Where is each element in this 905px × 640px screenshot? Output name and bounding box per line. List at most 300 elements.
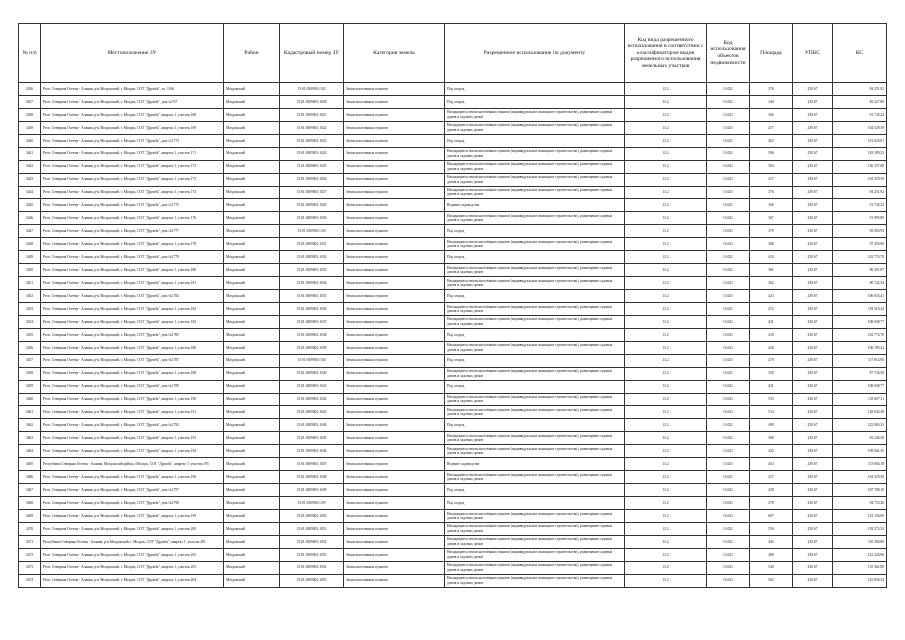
permitted-use-cell: Находящиеся земли населённых пунктов (индивидуальное жилищное строительство), размещение садовых домов и садовых домов (445, 561, 625, 574)
area-cell: 388 (750, 238, 793, 251)
row-number-cell: 3462 (19, 419, 41, 432)
area-cell: 417 (750, 121, 793, 134)
permitted-use-cell: Под огород (445, 225, 625, 238)
use-type-code-cell: 13.2 (625, 225, 707, 238)
land-category-cell: Земли населенных пунктов (344, 561, 445, 574)
cadastral-number-cell: 15:01:0309001:1053 (280, 548, 344, 561)
district-cell: Моздокский (224, 108, 280, 121)
property-use-code-cell: 13:021 (707, 419, 750, 432)
district-cell: Моздокский (224, 341, 280, 354)
area-cell: 362 (750, 277, 793, 290)
district-cell: Моздокский (224, 160, 280, 173)
use-type-code-cell: 13.2 (625, 328, 707, 341)
plot-location-cell: Респ. Северная Осетия - Алания, р-н Моздокский, г. Моздок, СОТ "Дружба", квартал 1, участок 169 (41, 121, 224, 134)
land-category-cell: Земли населенных пунктов (344, 548, 445, 561)
district-cell: Моздокский (224, 95, 280, 108)
land-category-cell: Земли населенных пунктов (344, 147, 445, 160)
row-number-cell: 3448 (19, 238, 41, 251)
table-row (19, 380, 887, 393)
property-use-code-cell: 13:021 (707, 380, 750, 393)
area-cell: 504 (750, 160, 793, 173)
table-row (19, 83, 887, 96)
plot-location-cell: Респ. Северная Осетия - Алания, р-н Моздокский, г. Моздок, СОТ "Дружба", квартал 1, участок 174 (41, 186, 224, 199)
property-use-code-cell: 13:021 (707, 548, 750, 561)
land-category-cell: Земли населенных пунктов (344, 83, 445, 96)
row-number-cell: 3450 (19, 264, 41, 277)
upks-value-cell: 250.67 (793, 535, 833, 548)
use-type-code-cell: 13.2 (625, 277, 707, 290)
cadastral-value-cell: 118 316.24 (833, 302, 887, 315)
district-cell: Моздокский (224, 432, 280, 445)
land-category-cell: Земли населенных пунктов (344, 95, 445, 108)
area-cell: 376 (750, 83, 793, 96)
property-use-code-cell: 13:021 (707, 445, 750, 458)
permitted-use-cell: Под огород (445, 83, 625, 96)
district-cell: Моздокский (224, 238, 280, 251)
land-category-cell: Земли населенных пунктов (344, 264, 445, 277)
plot-location-cell: Респ. Северная Осетия - Алания, р-н Моздокский, г. Моздок, СОТ "Дружба", квартал 1, участок 168 (41, 108, 224, 121)
land-category-cell: Земли населенных пунктов (344, 238, 445, 251)
area-cell: 366 (750, 108, 793, 121)
district-cell: Моздокский (224, 548, 280, 561)
use-type-code-cell: 13.2 (625, 393, 707, 406)
area-cell: 540 (750, 561, 793, 574)
upks-value-cell: 250.67 (793, 315, 833, 328)
land-category-cell: Земли населенных пунктов (344, 497, 445, 510)
table-row (19, 315, 887, 328)
permitted-use-cell: Находящиеся земли населённых пунктов (индивидуальное жилищное строительство), размещение садовых домов и садовых домов (445, 445, 625, 458)
row-number-cell: 3466 (19, 471, 41, 484)
cadastral-number-cell: 15:01:0309001:1024 (280, 147, 344, 160)
permitted-use-cell: Под огород (445, 419, 625, 432)
property-use-code-cell: 13:021 (707, 225, 750, 238)
land-category-cell: Земли населенных пунктов (344, 509, 445, 522)
row-number-cell: 3458 (19, 367, 41, 380)
cadastral-value-cell: 87 734.50 (833, 367, 887, 380)
district-cell: Моздокский (224, 302, 280, 315)
district-cell: Моздокский (224, 277, 280, 290)
district-cell: Моздокский (224, 212, 280, 225)
use-type-code-cell: 13.2 (625, 406, 707, 419)
property-use-code-cell: 13:021 (707, 328, 750, 341)
land-category-cell: Земли населенных пунктов (344, 574, 445, 587)
cadastral-value-cell: 92 246.56 (833, 432, 887, 445)
cadastral-value-cell: 104 529.39 (833, 121, 887, 134)
plot-location-cell: Респ. Северная Осетия - Алания, р-н Моздокский, г. Моздок, СОТ "Дружба", квартал 1, участок 188 (41, 367, 224, 380)
plot-location-cell: Респ. Северная Осетия - Алания, р-н Моздокский, г. Моздок, СОТ "Дружба", дом №1775 (41, 199, 224, 212)
district-cell: Моздокский (224, 173, 280, 186)
cadastral-value-cell: 94 251.92 (833, 186, 887, 199)
property-use-code-cell: 13:021 (707, 484, 750, 497)
permitted-use-cell: Находящиеся земли населённых пунктов (индивидуальное жилищное строительство), размещение садовых домов и садовых домов (445, 535, 625, 548)
district-cell: Моздокский (224, 367, 280, 380)
use-type-code-cell: 13.2 (625, 548, 707, 561)
row-number-cell: 3455 (19, 328, 41, 341)
cadastral-number-cell: 15:01:0309001:1032 (280, 251, 344, 264)
land-category-cell: Земли населенных пунктов (344, 432, 445, 445)
plot-location-cell: Респ. Северная Осетия - Алания, р-н Моздокский, г. Моздок, СОТ "Дружба", квартал 1, участок 180 (41, 264, 224, 277)
use-type-code-cell: 13.2 (625, 83, 707, 96)
property-use-code-cell: 13:021 (707, 522, 750, 535)
area-cell: 350 (750, 367, 793, 380)
use-type-code-cell: 13.2 (625, 367, 707, 380)
row-number-cell: 3463 (19, 432, 41, 445)
permitted-use-cell: Ведение садоводства (445, 458, 625, 471)
property-use-code-cell: 13:021 (707, 574, 750, 587)
property-use-code-cell: 13:021 (707, 264, 750, 277)
upks-value-cell: 250.67 (793, 277, 833, 290)
upks-value-cell: 250.67 (793, 354, 833, 367)
land-category-cell: Земли населенных пунктов (344, 393, 445, 406)
district-cell: Моздокский (224, 522, 280, 535)
area-cell: 430 (750, 484, 793, 497)
row-number-cell: 3436 (19, 83, 41, 96)
land-category-cell: Земли населенных пунктов (344, 290, 445, 303)
table-row (19, 108, 887, 121)
cadastral-value-cell: 85 227.80 (833, 95, 887, 108)
upks-value-cell: 250.67 (793, 199, 833, 212)
district-cell: Моздокский (224, 328, 280, 341)
upks-value-cell: 250.67 (793, 341, 833, 354)
plot-location-cell: Респ. Северная Осетия - Алания, р-н Моздокский, г. Моздок, СОТ "Дружба", квартал 1, участок 200 (41, 522, 224, 535)
row-number-cell: 3451 (19, 277, 41, 290)
use-type-code-cell: 13.2 (625, 160, 707, 173)
permitted-use-cell: Находящиеся земли населённых пунктов (индивидуальное жилищное строительство), размещение садовых домов и садовых домов (445, 509, 625, 522)
table-row (19, 251, 887, 264)
upks-value-cell: 250.67 (793, 393, 833, 406)
cadastral-number-cell: 15:01:0309001:1033 (280, 264, 344, 277)
district-cell: Моздокский (224, 497, 280, 510)
district-cell: Моздокский (224, 290, 280, 303)
row-number-cell: 3459 (19, 380, 41, 393)
cadastral-number-cell: 15:01:0309001:102 (280, 83, 344, 96)
cadastral-number-cell: 15:01:0309001:1042 (280, 393, 344, 406)
property-use-code-cell: 13:021 (707, 121, 750, 134)
plot-location-cell: Респ. Северная Осетия - Алания, р-н Моздокский, г. Моздок, СОТ "Дружба", квартал 1, участок 194 (41, 445, 224, 458)
land-category-cell: Земли населенных пунктов (344, 380, 445, 393)
table-row (19, 302, 887, 315)
cadastral-number-cell: 15:01:0309001:1055 (280, 574, 344, 587)
table-row (19, 561, 887, 574)
table-row (19, 393, 887, 406)
cadastral-value-cell: 101 020.01 (833, 134, 887, 147)
cadastral-value-cell: 122 326.96 (833, 548, 887, 561)
cadastral-value-cell: 139 372.52 (833, 522, 887, 535)
district-cell: Моздокский (224, 561, 280, 574)
use-type-code-cell: 13.2 (625, 497, 707, 510)
plot-location-cell: Респ. Северная Осетия - Алания, р-н Моздокский, г. Моздок, СОТ "Дружба", квартал 1, участок 183 (41, 302, 224, 315)
district-cell: Моздокский (224, 134, 280, 147)
header-cell: Кадастровый номер ЗУ (280, 24, 344, 83)
district-cell: Моздокский (224, 199, 280, 212)
cadastral-value-cell: 113 804.18 (833, 458, 887, 471)
cadastral-value-cell: 125 084.33 (833, 419, 887, 432)
cadastral-number-cell: 15:01:0309001:1054 (280, 561, 344, 574)
table-row (19, 95, 887, 108)
table-row (19, 147, 887, 160)
permitted-use-cell: Находящиеся земли населённых пунктов (индивидуальное жилищное строительство), размещение садовых домов и садовых домов (445, 367, 625, 380)
permitted-use-cell: Находящиеся земли населённых пунктов (индивидуальное жилищное строительство), размещение садовых домов и садовых домов (445, 147, 625, 160)
use-type-code-cell: 13.2 (625, 509, 707, 522)
use-type-code-cell: 13.2 (625, 302, 707, 315)
table-body (19, 83, 887, 588)
plot-location-cell: Респ. Северная Осетия - Алания, р-н Моздокский, г. Моздок, СОТ "Дружба", квартал 1, участок 186 (41, 341, 224, 354)
row-number-cell: 3460 (19, 393, 41, 406)
area-cell: 410 (750, 328, 793, 341)
row-number-cell: 3449 (19, 251, 41, 264)
cadastral-number-cell: 15:01:0309001:1050 (280, 509, 344, 522)
use-type-code-cell: 13.2 (625, 199, 707, 212)
area-cell: 514 (750, 406, 793, 419)
property-use-code-cell: 13:021 (707, 458, 750, 471)
row-number-cell: 3465 (19, 458, 41, 471)
area-cell: 431 (750, 380, 793, 393)
row-number-cell: 3438 (19, 108, 41, 121)
plot-location-cell: Республика Северная Осетия - Алания, Моздокский район, г.Моздок, СОТ "Дружба", квартал 1, участок 195 (41, 458, 224, 471)
plot-location-cell: Респ. Северная Осетия - Алания, р-н Моздокский, г. Моздок, СОТ "Дружба", уч. 1166 (41, 83, 224, 96)
cadastral-number-cell: 15:01:0309001:1045 (280, 432, 344, 445)
area-cell: 472 (750, 302, 793, 315)
table-row (19, 212, 887, 225)
permitted-use-cell: Находящиеся земли населённых пунктов (индивидуальное жилищное строительство), размещение садовых домов и садовых домов (445, 406, 625, 419)
permitted-use-cell: Находящиеся земли населённых пунктов (индивидуальное жилищное строительство), размещение садовых домов и садовых домов (445, 432, 625, 445)
land-plot-table (18, 23, 887, 588)
table-row (19, 225, 887, 238)
table-row (19, 548, 887, 561)
row-number-cell: 3447 (19, 225, 41, 238)
cadastral-value-cell: 128 844.38 (833, 406, 887, 419)
permitted-use-cell: Находящиеся земли населённых пунктов (индивидуальное жилищное строительство), размещение садовых домов и садовых домов (445, 277, 625, 290)
permitted-use-cell: Находящиеся земли населённых пунктов (индивидуальное жилищное строительство), размещение садовых домов и садовых домов (445, 186, 625, 199)
header-cell: № п/п (19, 24, 41, 83)
permitted-use-cell: Под огород (445, 354, 625, 367)
area-cell: 367 (750, 212, 793, 225)
district-cell: Моздокский (224, 484, 280, 497)
district-cell: Моздокский (224, 264, 280, 277)
plot-location-cell: Респ. Северная Осетия - Алания, р-н Моздокский, г. Моздок, СОТ "Дружба", квартал 1, участок 203 (41, 561, 224, 574)
row-number-cell: 3474 (19, 574, 41, 587)
property-use-code-cell: 13:021 (707, 95, 750, 108)
row-number-cell: 3457 (19, 354, 41, 367)
use-type-code-cell: 13.2 (625, 108, 707, 121)
use-type-code-cell: 13.2 (625, 561, 707, 574)
district-cell: Моздокский (224, 471, 280, 484)
table-row (19, 445, 887, 458)
row-number-cell: 3471 (19, 535, 41, 548)
area-cell: 556 (750, 522, 793, 535)
use-type-code-cell: 13.2 (625, 458, 707, 471)
area-cell: 403 (750, 134, 793, 147)
area-cell: 423 (750, 290, 793, 303)
land-category-cell: Земли населенных пунктов (344, 484, 445, 497)
property-use-code-cell: 13:021 (707, 290, 750, 303)
upks-value-cell: 250.67 (793, 238, 833, 251)
property-use-code-cell: 13:021 (707, 199, 750, 212)
row-number-cell: 3461 (19, 406, 41, 419)
use-type-code-cell: 13.2 (625, 432, 707, 445)
cadastral-value-cell: 104 529.39 (833, 173, 887, 186)
plot-location-cell: Респ. Северная Осетия - Алания, р-н Моздокский, г. Моздок, СОТ "Дружба", дом №1785 (41, 328, 224, 341)
upks-value-cell: 250.67 (793, 484, 833, 497)
use-type-code-cell: 13.2 (625, 212, 707, 225)
permitted-use-cell: Находящиеся земли населённых пунктов (индивидуальное жилищное строительство), размещение садовых домов и садовых домов (445, 160, 625, 173)
upks-value-cell: 250.67 (793, 121, 833, 134)
area-cell: 499 (750, 419, 793, 432)
area-cell: 379 (750, 225, 793, 238)
upks-value-cell: 250.67 (793, 497, 833, 510)
plot-location-cell: Респ. Северная Осетия - Алания, р-н Моздокский, г. Моздок, СОТ "Дружба", дом №1777 (41, 225, 224, 238)
area-cell: 596 (750, 147, 793, 160)
upks-value-cell: 250.67 (793, 419, 833, 432)
use-type-code-cell: 13.2 (625, 121, 707, 134)
table-row (19, 419, 887, 432)
row-number-cell: 3464 (19, 445, 41, 458)
land-category-cell: Земли населенных пунктов (344, 121, 445, 134)
header-cell: Категория земель (344, 24, 445, 83)
row-number-cell: 3446 (19, 212, 41, 225)
use-type-code-cell: 13.2 (625, 471, 707, 484)
permitted-use-cell: Находящиеся земли населённых пунктов (индивидуальное жилищное строительство), размещение садовых домов и садовых домов (445, 173, 625, 186)
table-row (19, 432, 887, 445)
upks-value-cell: 250.67 (793, 173, 833, 186)
plot-location-cell: Респ. Северная Осетия - Алания, р-н Моздокский, г. Моздок, СОТ "Дружба", дом №1798 (41, 497, 224, 510)
property-use-code-cell: 13:021 (707, 471, 750, 484)
land-category-cell: Земли населенных пунктов (344, 225, 445, 238)
cadastral-value-cell: 104 529.39 (833, 471, 887, 484)
cadastral-value-cell: 90 742.54 (833, 277, 887, 290)
use-type-code-cell: 13.2 (625, 251, 707, 264)
table-row (19, 121, 887, 134)
property-use-code-cell: 13:021 (707, 277, 750, 290)
cadastral-value-cell: 97 259.96 (833, 238, 887, 251)
land-category-cell: Земли населенных пунктов (344, 173, 445, 186)
land-category-cell: Земли населенных пунктов (344, 419, 445, 432)
row-number-cell: 3470 (19, 522, 41, 535)
plot-location-cell: Респ. Северная Осетия - Алания, р-н Моздокский, г. Моздок, СОТ "Дружба", квартал 1, участок 202 (41, 548, 224, 561)
use-type-code-cell: 13.2 (625, 238, 707, 251)
plot-location-cell: Респ. Северная Осетия - Алания, р-н Моздокский, г. Моздок, СОТ "Дружба", дом №767 (41, 95, 224, 108)
permitted-use-cell: Под огород (445, 95, 625, 108)
land-category-cell: Земли населенных пунктов (344, 367, 445, 380)
area-cell: 366 (750, 199, 793, 212)
cadastral-value-cell: 94 753.26 (833, 497, 887, 510)
header-cell: Местоположение ЗУ (41, 24, 224, 83)
cadastral-value-cell: 95 003.93 (833, 225, 887, 238)
table-header-row (19, 24, 887, 83)
row-number-cell: 3452 (19, 290, 41, 303)
table-row (19, 406, 887, 419)
land-category-cell: Земли населенных пунктов (344, 251, 445, 264)
row-number-cell: 3441 (19, 147, 41, 160)
upks-value-cell: 250.67 (793, 574, 833, 587)
upks-value-cell: 250.67 (793, 108, 833, 121)
property-use-code-cell: 13:021 (707, 497, 750, 510)
district-cell: Моздокский (224, 354, 280, 367)
cadastral-value-cell: 126 337.68 (833, 160, 887, 173)
row-number-cell: 3445 (19, 199, 41, 212)
permitted-use-cell: Находящиеся земли населённых пунктов (индивидуальное жилищное строительство), размещение садовых домов и садовых домов (445, 548, 625, 561)
cadastral-number-cell: 15:01:0309001:105 (280, 497, 344, 510)
land-category-cell: Земли населенных пунктов (344, 341, 445, 354)
cadastral-number-cell: 15:01:0309001:1029 (280, 199, 344, 212)
cadastral-value-cell: 102 774.70 (833, 251, 887, 264)
table-row (19, 160, 887, 173)
property-use-code-cell: 13:021 (707, 561, 750, 574)
upks-value-cell: 250.67 (793, 406, 833, 419)
property-use-code-cell: 13:021 (707, 251, 750, 264)
property-use-code-cell: 13:021 (707, 147, 750, 160)
upks-value-cell: 250.67 (793, 302, 833, 315)
cadastral-number-cell: 15:01:0309001:1044 (280, 419, 344, 432)
cadastral-number-cell: 15:01:0309001:1031 (280, 238, 344, 251)
district-cell: Моздокский (224, 419, 280, 432)
area-cell: 435 (750, 445, 793, 458)
cadastral-value-cell: 117 814.90 (833, 354, 887, 367)
district-cell: Моздокский (224, 458, 280, 471)
cadastral-number-cell: 15:01:0309001:1047 (280, 458, 344, 471)
area-cell: 488 (750, 548, 793, 561)
cadastral-value-cell: 90 491.87 (833, 264, 887, 277)
area-cell: 410 (750, 251, 793, 264)
use-type-code-cell: 13.2 (625, 445, 707, 458)
upks-value-cell: 250.67 (793, 290, 833, 303)
upks-value-cell: 250.67 (793, 95, 833, 108)
permitted-use-cell: Находящиеся земли населённых пунктов (индивидуальное жилищное строительство), размещение садовых домов и садовых домов (445, 315, 625, 328)
cadastral-number-cell: 15:01:0309001:1038 (280, 328, 344, 341)
district-cell: Моздокский (224, 147, 280, 160)
permitted-use-cell: Под огород (445, 134, 625, 147)
plot-location-cell: Респ. Северная Осетия - Алания, р-н Моздокский, г. Моздок, СОТ "Дружба", дом №1797 (41, 484, 224, 497)
property-use-code-cell: 13:021 (707, 83, 750, 96)
cadastral-value-cell: 106 785.42 (833, 341, 887, 354)
table-row (19, 354, 887, 367)
use-type-code-cell: 13.2 (625, 186, 707, 199)
plot-location-cell: Респ. Северная Осетия - Алания, р-н Моздокский, г. Моздок, СОТ "Дружба", дом №1779 (41, 251, 224, 264)
district-cell: Моздокский (224, 535, 280, 548)
district-cell: Моздокский (224, 121, 280, 134)
table-row (19, 264, 887, 277)
upks-value-cell: 250.67 (793, 186, 833, 199)
property-use-code-cell: 13:021 (707, 238, 750, 251)
permitted-use-cell: Под огород (445, 497, 625, 510)
cadastral-number-cell: 15:01:0309001:1051 (280, 522, 344, 535)
cadastral-number-cell: 15:01:0309001:1023 (280, 134, 344, 147)
header-cell: Площадь (750, 24, 793, 83)
plot-location-cell: Респ. Северная Осетия - Алания, р-н Моздокский, г. Моздок, СОТ "Дружба", квартал 1, участок 199 (41, 509, 224, 522)
property-use-code-cell: 13:021 (707, 535, 750, 548)
property-use-code-cell: 13:021 (707, 509, 750, 522)
land-category-cell: Земли населенных пунктов (344, 277, 445, 290)
permitted-use-cell: Находящиеся земли населённых пунктов (индивидуальное жилищное строительство), размещение садовых домов и садовых домов (445, 264, 625, 277)
upks-value-cell: 250.67 (793, 509, 833, 522)
row-number-cell: 3442 (19, 160, 41, 173)
cadastral-value-cell: 110 294.80 (833, 535, 887, 548)
use-type-code-cell: 13.2 (625, 95, 707, 108)
upks-value-cell: 250.67 (793, 522, 833, 535)
area-cell: 533 (750, 393, 793, 406)
area-cell: 378 (750, 497, 793, 510)
row-number-cell: 3439 (19, 121, 41, 134)
property-use-code-cell: 13:021 (707, 367, 750, 380)
plot-location-cell: Респ. Северная Осетия - Алания, р-н Моздокский, г. Моздок, СОТ "Дружба", дом №1782 (41, 290, 224, 303)
table-row (19, 509, 887, 522)
cadastral-number-cell: 15:01:0309001:1034 (280, 277, 344, 290)
area-cell: 361 (750, 264, 793, 277)
area-cell: 426 (750, 341, 793, 354)
plot-location-cell: Респ. Северная Осетия - Алания, р-н Моздокский, г. Моздок, СОТ "Дружба", квартал 1, участок 190 (41, 393, 224, 406)
land-category-cell: Земли населенных пунктов (344, 315, 445, 328)
permitted-use-cell: Под огород (445, 484, 625, 497)
